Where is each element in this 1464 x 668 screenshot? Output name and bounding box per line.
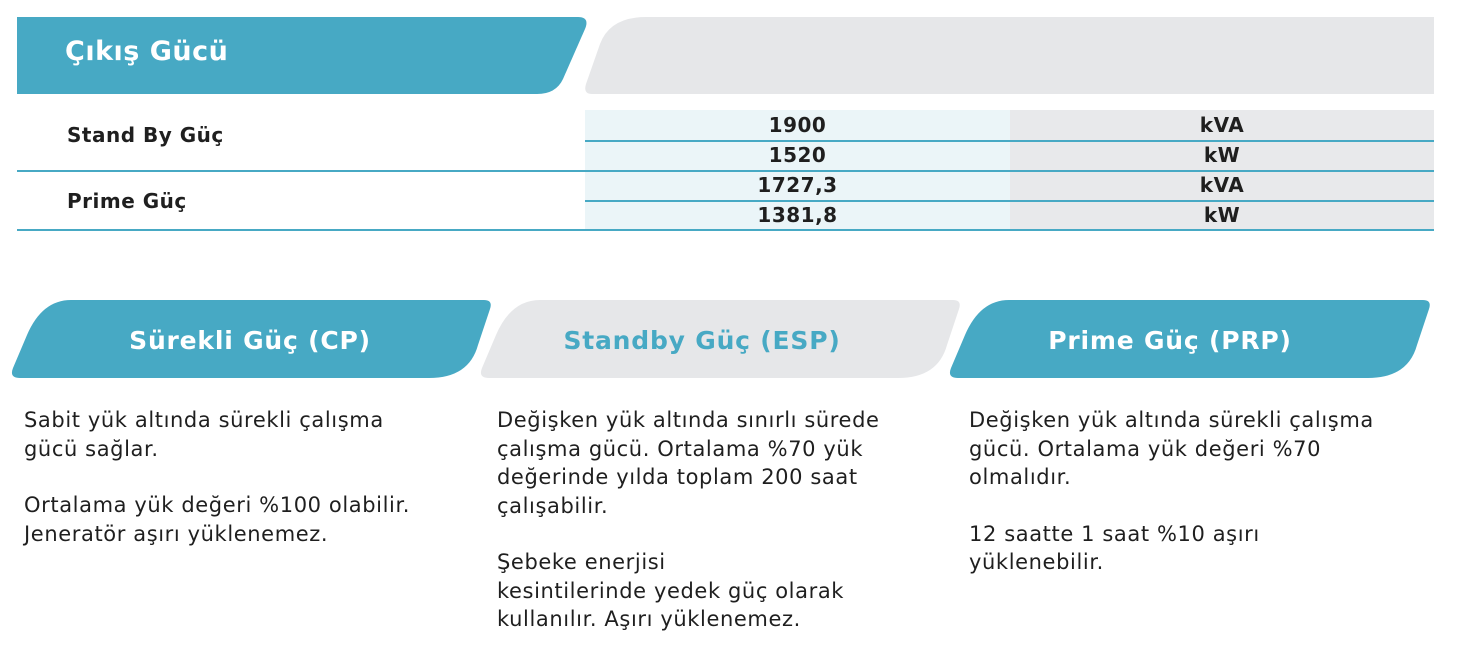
card-title-prp: Prime Güç (PRP) <box>1048 326 1292 355</box>
unit-cell: kVA <box>1199 113 1245 137</box>
unit-cell: kW <box>1203 203 1241 227</box>
row-divider <box>585 200 1434 202</box>
row-label-standby: Stand By Güç <box>67 123 224 147</box>
row-label-prime: Prime Güç <box>67 189 187 213</box>
card-paragraph: Değişken yük altında sınırlı sürede çalışma gücü. Ortalama %70 yük değerinde yılda toplam 200 saat çalışabilir. <box>497 408 880 518</box>
card-paragraph: Şebeke enerjisi kesintilerinde yedek güç olarak kullanılır. Aşırı yüklenemez. <box>497 550 845 631</box>
value-cell: 1727,3 <box>757 173 838 197</box>
card-paragraph: Sabit yük altında sürekli çalışma gücü sağlar. <box>24 408 384 461</box>
card-paragraph: 12 saatte 1 saat %10 aşırı yüklenebilir. <box>969 521 1260 574</box>
unit-cell: kVA <box>1199 173 1245 197</box>
header-gray-shape <box>585 17 1434 94</box>
card-body-prp <box>969 406 1419 577</box>
unit-cell: kW <box>1203 143 1241 167</box>
card-title-cp: Sürekli Güç (CP) <box>129 326 371 355</box>
row-divider <box>17 229 1434 231</box>
row-divider <box>585 140 1434 142</box>
value-cell: 1520 <box>768 143 827 167</box>
value-cell: 1900 <box>768 113 827 137</box>
value-cell: 1381,8 <box>757 203 838 227</box>
card-paragraph: Değişken yük altında sürekli çalışma gücü. Ortalama yük değeri %70 olmalıdır. <box>969 408 1374 489</box>
card-body-cp <box>24 406 464 548</box>
card-paragraph: Ortalama yük değeri %100 olabilir. Jeneratör aşırı yüklenemez. <box>24 493 411 546</box>
card-title-esp: Standby Güç (ESP) <box>563 326 841 355</box>
row-divider <box>17 170 1434 172</box>
card-body-esp <box>497 406 947 634</box>
header-title: Çıkış Gücü <box>65 36 229 67</box>
